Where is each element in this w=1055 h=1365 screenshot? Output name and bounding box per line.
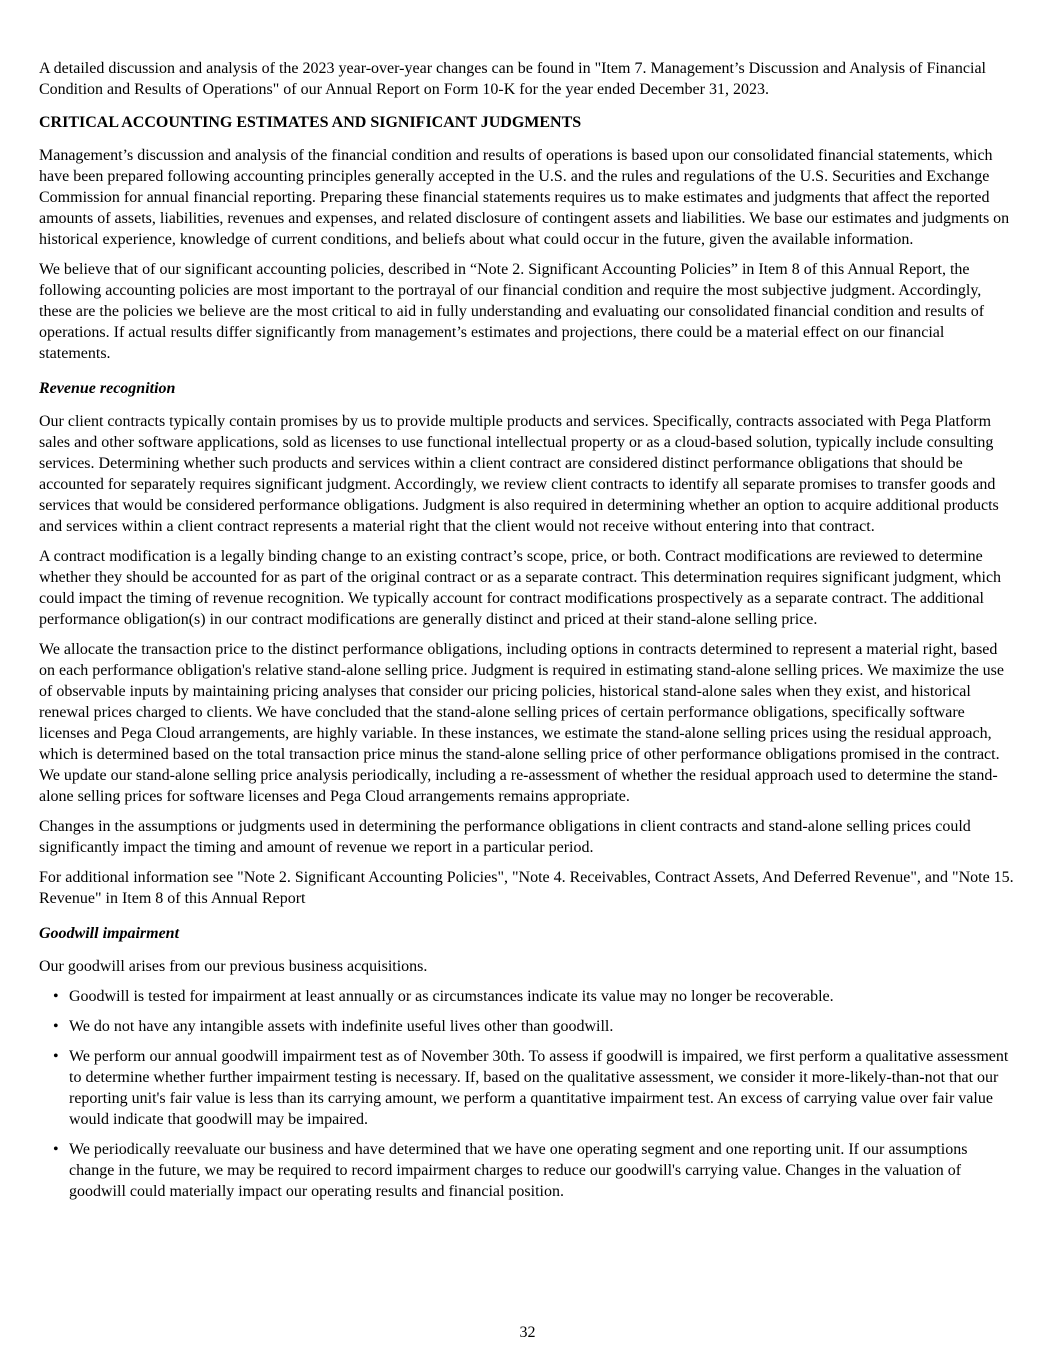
subsection-heading-revenue-recognition: Revenue recognition <box>39 380 176 397</box>
paragraph: Our client contracts typically contain promises by us to provide multiple products and services. Specifically, contracts associated with Pega Platform sales and other software applications, sold as licenses to use functional intellectual property or as a cloud-based solution, typically include consulting services. Determining whether such products and services within a client contract are considered distinct performance obligations that should be accounted for separately requires significant judgment. Accordingly, we review client contracts to identify all separate promises to transfer goods and services that would be considered performance obligations. Judgment is also required in determining whether an option to acquire additional products and services within a client contract represents a material right that the client would not receive without entering into that contract. <box>39 413 999 535</box>
bullet-text: We do not have any intangible assets with indefinite useful lives other than goodwill. <box>69 1018 614 1035</box>
section-heading-critical-accounting: CRITICAL ACCOUNTING ESTIMATES AND SIGNIFICANT JUDGMENTS <box>39 114 582 131</box>
list-item <box>39 986 1016 1007</box>
bullet-marker: • <box>53 1141 59 1158</box>
list-item <box>39 1016 1016 1037</box>
intro-paragraph: A detailed discussion and analysis of the 2023 year-over-year changes can be found in "Item 7. Management’s Discussion and Analysis of Financial Condition and Results of Operations" of our Annual Report on Form 10-K for the year ended December 31, 2023. <box>39 60 986 98</box>
page-number: 32 <box>519 1324 536 1341</box>
bullet-marker: • <box>53 1018 59 1035</box>
paragraph: We allocate the transaction price to the distinct performance obligations, including options in contracts determined to represent a material right, based on each performance obligation's relative stand-alone selling price. Judgment is required in estimating stand-alone selling prices. We maximize the use of observable inputs by maintaining pricing analyses that consider our pricing policies, historical stand-alone sales when they exist, and historical renewal prices charged to clients. We have concluded that the stand-alone selling prices of certain performance obligations, specifically software licenses and Pega Cloud arrangements, are highly variable. In these instances, we estimate the stand-alone selling prices using the residual approach, which is determined based on the total transaction price minus the stand-alone selling price of other performance obligations promised in the contract. We update our stand-alone selling price analysis periodically, including a re-assessment of whether the residual approach used to determine the stand-alone selling prices for software licenses and Pega Cloud arrangements remains appropriate. <box>39 641 1004 805</box>
paragraph: Changes in the assumptions or judgments used in determining the performance obligations in client contracts and stand-alone selling prices could significantly impact the timing and amount of revenue we report in a particular period. <box>39 818 971 856</box>
paragraph: Our goodwill arises from our previous business acquisitions. <box>39 958 428 975</box>
paragraph: For additional information see "Note 2. Significant Accounting Policies", "Note 4. Receivables, Contract Assets, And Deferred Revenue", and "Note 15. Revenue" in Item 8 of this Annual Report <box>39 869 1014 907</box>
paragraph: Management’s discussion and analysis of the financial condition and results of operations is based upon our consolidated financial statements, which have been prepared following accounting principles generally accepted in the U.S. and the rules and regulations of the U.S. Securities and Exchange Commission for annual financial reporting. Preparing these financial statements requires us to make estimates and judgments that affect the reported amounts of assets, liabilities, revenues and expenses, and related disclosure of contingent assets and liabilities. We base our estimates and judgments on historical experience, knowledge of current conditions, and beliefs about what could occur in the future, given the available information. <box>39 147 1010 248</box>
list-item <box>39 1139 1016 1202</box>
bullet-text: Goodwill is tested for impairment at least annually or as circumstances indicate its value may no longer be recoverable. <box>69 988 834 1005</box>
bullet-text: We perform our annual goodwill impairment test as of November 30th. To assess if goodwill is impaired, we first perform a qualitative assessment to determine whether further impairment testing is necessary. If, based on the qualitative assessment, we consider it more-likely-than-not that our reporting unit's fair value is less than its carrying amount, we perform a quantitative impairment test. An excess of carrying value over fair value would indicate that goodwill may be impaired. <box>69 1048 1009 1128</box>
paragraph: A contract modification is a legally binding change to an existing contract’s scope, price, or both. Contract modifications are reviewed to determine whether they should be accounted for as part of the original contract or as a separate contract. This determination requires significant judgment, which could impact the timing of revenue recognition. We typically account for contract modifications prospectively as a separate contract. The additional performance obligation(s) in our contract modifications are generally distinct and priced at their stand-alone selling price. <box>39 548 1002 628</box>
subsection-heading-goodwill-impairment: Goodwill impairment <box>39 925 180 942</box>
bullet-marker: • <box>53 988 59 1005</box>
list-item <box>39 1046 1016 1130</box>
paragraph: We believe that of our significant accounting policies, described in “Note 2. Significant Accounting Policies” in Item 8 of this Annual Report, the following accounting policies are most important to the portrayal of our financial condition and require the most subjective judgment. Accordingly, these are the policies we believe are the most critical to aid in fully understanding and evaluating our consolidated financial condition and results of operations. If actual results differ significantly from management’s estimates and projections, there could be a material effect on our financial statements. <box>39 261 985 362</box>
bullet-marker: • <box>53 1048 59 1065</box>
goodwill-bullet-list <box>39 986 1016 1202</box>
bullet-text: We periodically reevaluate our business and have determined that we have one operating segment and one reporting unit. If our assumptions change in the future, we may be required to record impairment charges to reduce our goodwill's carrying value. Changes in the valuation of goodwill could materially impact our operating results and financial position. <box>69 1141 968 1200</box>
